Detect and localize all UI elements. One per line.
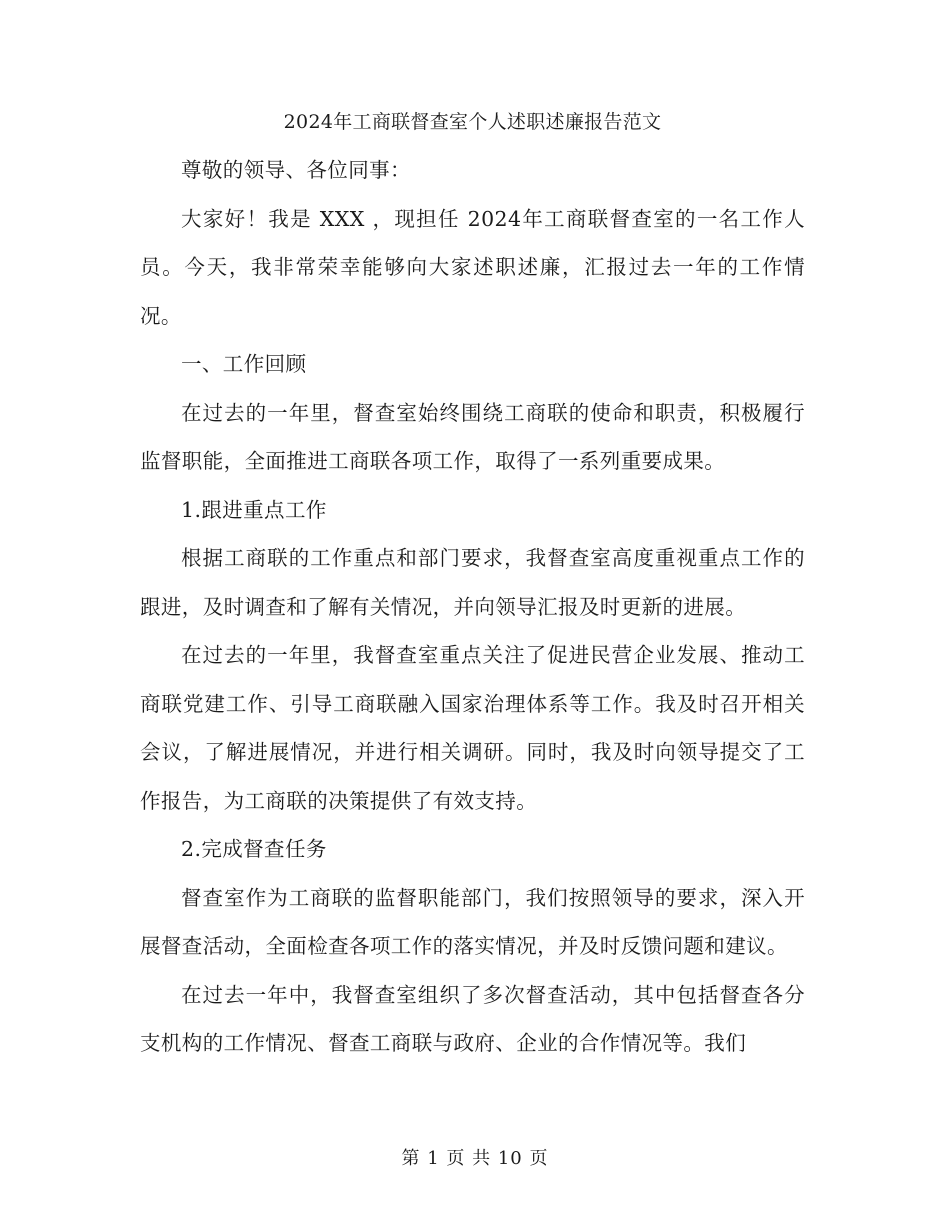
subheading-follow-up: 1.跟进重点工作 [181,497,327,522]
document-body [140,98,805,1068]
follow-up-paragraph-2: 在过去的一年里，我督查室重点关注了促进民营企业发展、推动工商联党建工作、引导工商联融入国家治理体系等工作。我及时召开相关会议，了解进展情况，并进行相关调研。同时，我及时向领导提交了工作报告，为工商联的决策提供了有效支持。 [140,643,805,813]
follow-up-paragraph-1: 根据工商联的工作重点和部门要求，我督查室高度重视重点工作的跟进，及时调查和了解有关情况，并向领导汇报及时更新的进展。 [140,546,805,619]
subheading-inspection-tasks: 2.完成督查任务 [181,837,327,861]
page-number: 第 1 页 共 10 页 [401,1148,549,1169]
section-heading-work-review: 一、工作回顾 [181,352,307,376]
salutation: 尊敬的领导、各位同事： [181,158,411,182]
work-review-paragraph: 在过去的一年里，督查室始终围绕工商联的使命和职责，积极履行监督职能，全面推进工商联各项工作，取得了一系列重要成果。 [140,400,805,473]
inspection-paragraph-1: 督查室作为工商联的监督职能部门，我们按照领导的要求，深入开展督查活动，全面检查各项工作的落实情况，并及时反馈问题和建议。 [140,885,805,958]
document-title: 2024年工商联督查室个人述职述廉报告范文 [283,111,662,133]
intro-paragraph: 大家好！我是 XXX ，现担任 2024年工商联督查室的一名工作人员。今天，我非常荣幸能够向大家述职述廉，汇报过去一年的工作情况。 [140,206,805,328]
inspection-paragraph-2: 在过去一年中，我督查室组织了多次督查活动，其中包括督查各分支机构的工作情况、督查工商联与政府、企业的合作情况等。我们 [140,982,805,1055]
